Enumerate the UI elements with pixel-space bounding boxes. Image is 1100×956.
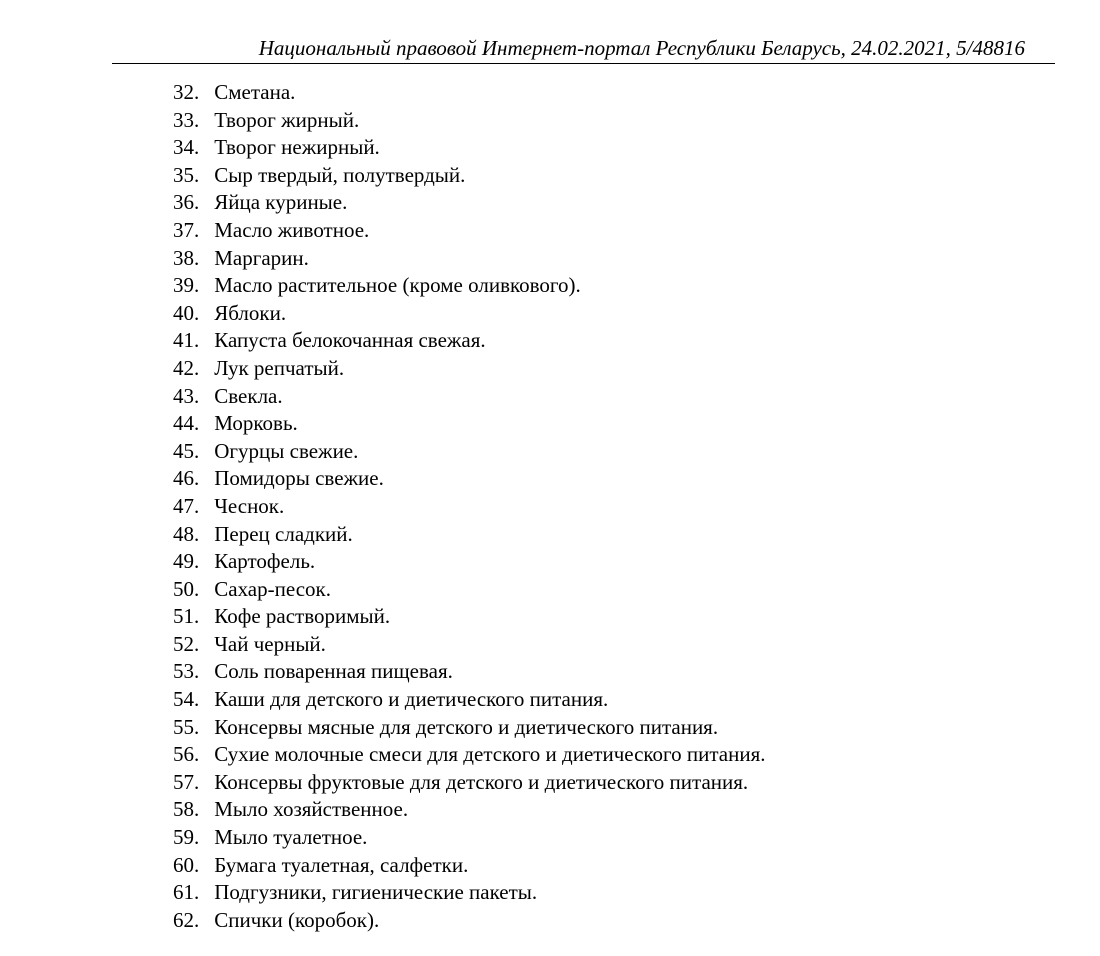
list-item-text: Чеснок. [214,493,285,518]
list-item-number: 34. [173,135,200,160]
list-item [173,521,766,549]
list-item-number: 55. [173,714,200,739]
list-item-number: 56. [173,742,200,767]
list-item-number: 36. [173,190,200,215]
list-item [173,879,766,907]
list-item-text: Соль поваренная пищевая. [214,659,453,684]
list-item-text: Морковь. [214,411,298,436]
list-item [173,189,766,217]
list-item-text: Консервы фруктовые для детского и диетического питания. [214,769,749,794]
list-item [173,741,766,769]
list-item-text: Масло растительное (кроме оливкового). [214,273,581,298]
header-source-text: Национальный правовой Интернет-портал Республики Беларусь, 24.02.2021, 5/48816 [258,36,1025,60]
list-item-text: Бумага туалетная, салфетки. [214,852,469,877]
list-item [173,493,766,521]
list-item [173,603,766,631]
list-item [173,245,766,273]
list-item-text: Чай черный. [214,631,326,656]
list-item [173,714,766,742]
list-item-number: 33. [173,107,200,132]
list-item-text: Каши для детского и диетического питания. [214,687,609,712]
list-item [173,631,766,659]
list-item-number: 57. [173,769,200,794]
list-item [173,162,766,190]
list-item-number: 58. [173,797,200,822]
list-item-text: Спички (коробок). [214,907,380,932]
list-item-number: 41. [173,328,200,353]
list-item-text: Мыло туалетное. [214,825,368,850]
list-item-number: 32. [173,80,200,104]
list-item-number: 35. [173,162,200,187]
list-item-number: 37. [173,217,200,242]
list-item-number: 59. [173,825,200,850]
list-item-text: Творог нежирный. [214,135,380,160]
list-item-text: Картофель. [214,549,316,574]
list-item [173,796,766,824]
list-item-text: Консервы мясные для детского и диетического питания. [214,714,719,739]
list-item-text: Яйца куриные. [214,190,348,215]
list-item [173,79,766,107]
list-item-text: Сметана. [214,80,296,104]
list-item-number: 51. [173,604,200,629]
list-item-text: Помидоры свежие. [214,466,384,491]
list-item-number: 46. [173,466,200,491]
list-item-text: Подгузники, гигиенические пакеты. [214,880,538,905]
list-item [173,548,766,576]
list-item [173,769,766,797]
list-item-text: Сахар-песок. [214,576,331,601]
list-item [173,658,766,686]
list-item-number: 45. [173,438,200,463]
list-item-text: Капуста белокочанная свежая. [214,328,486,353]
list-item [173,134,766,162]
list-item [173,576,766,604]
page-header [112,36,1055,64]
list-item [173,272,766,300]
list-item-number: 49. [173,549,200,574]
list-item-number: 40. [173,300,200,325]
goods-list [173,79,766,934]
list-item-number: 53. [173,659,200,684]
list-item [173,107,766,135]
list-item-text: Свекла. [214,383,283,408]
list-item [173,355,766,383]
list-item [173,217,766,245]
list-item-text: Лук репчатый. [214,355,345,380]
list-item [173,300,766,328]
list-item-number: 47. [173,493,200,518]
list-item [173,383,766,411]
list-item-number: 43. [173,383,200,408]
list-item [173,852,766,880]
list-item-text: Перец сладкий. [214,521,353,546]
list-item [173,686,766,714]
list-item-number: 39. [173,273,200,298]
list-item-text: Сыр твердый, полутвердый. [214,162,466,187]
list-item-number: 60. [173,852,200,877]
list-item [173,465,766,493]
list-item-number: 54. [173,687,200,712]
list-item [173,907,766,935]
list-item-text: Сухие молочные смеси для детского и диетического питания. [214,742,766,767]
list-item-text: Творог жирный. [214,107,360,132]
list-item [173,327,766,355]
list-item-text: Мыло хозяйственное. [214,797,409,822]
list-item-number: 44. [173,411,200,436]
list-item [173,824,766,852]
list-item [173,438,766,466]
list-item-number: 48. [173,521,200,546]
list-item-text: Яблоки. [214,300,287,325]
list-item [173,410,766,438]
list-item-number: 50. [173,576,200,601]
list-item-text: Кофе растворимый. [214,604,391,629]
list-item-number: 52. [173,631,200,656]
list-item-text: Огурцы свежие. [214,438,359,463]
list-item-text: Маргарин. [214,245,309,270]
list-item-number: 42. [173,355,200,380]
list-item-number: 62. [173,907,200,932]
list-item-number: 38. [173,245,200,270]
list-item-text: Масло животное. [214,217,370,242]
list-item-number: 61. [173,880,200,905]
